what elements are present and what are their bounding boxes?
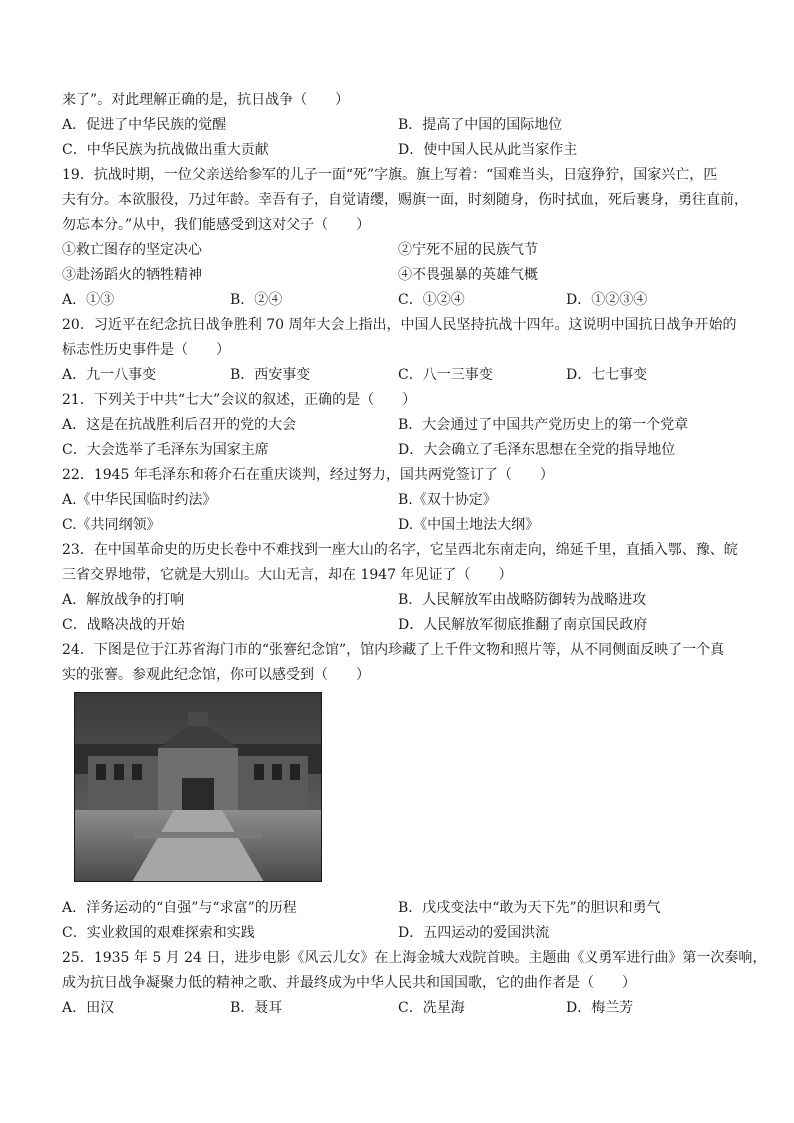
q24-option-a: A．洋务运动的“自强”与“求富”的历程	[62, 900, 297, 916]
q19-option-b: B．②④	[230, 292, 283, 308]
q18-option-c: C．中华民族为抗战做出重大贡献	[62, 142, 269, 158]
q19-option-c: C．①②④	[398, 292, 465, 308]
q20-option-a: A．九一八事变	[62, 367, 157, 383]
q19-option-a: A．①③	[62, 292, 115, 308]
question-25-line-2: 成为抗日战争凝聚力低的精神之歌、并最终成为中华人民共和国国歌，它的曲作者是（ ）	[62, 975, 636, 991]
q19-item-1: ①救亡图存的坚定决心	[62, 242, 202, 258]
q18-option-b: B．提高了中国的国际地位	[398, 117, 563, 133]
question-19-line-2: 夫有分。本欲服役，乃过年龄。幸吾有子，自觉请缨，赐旗一面，时刻随身，伤时拭血，死后裹身，勇往直前，	[62, 192, 748, 208]
q25-option-d: D．梅兰芳	[566, 1000, 634, 1016]
question-19-line-3: 勿忘本分。”从中，我们能感受到这对父子（ ）	[62, 217, 371, 233]
q21-option-d: D．大会确立了毛泽东思想在全党的指导地位	[398, 442, 676, 458]
q24-option-d: D．五四运动的爱国洪流	[398, 925, 550, 941]
question-25-line-1: 25．1935 年 5 月 24 日，进步电影《风云儿女》在上海金城大戏院首映。主题曲《义勇军进行曲》第一次奏响，	[62, 950, 767, 966]
q20-option-c: C．八一三事变	[398, 367, 493, 383]
q19-item-2: ②宁死不屈的民族气节	[398, 242, 538, 258]
q23-option-a: A．解放战争的打响	[62, 592, 185, 608]
q18-option-d: D．使中国人民从此当家作主	[398, 142, 578, 158]
q23-option-b: B．人民解放军由战略防御转为战略进攻	[398, 592, 647, 608]
q22-option-a: A.《中华民国临时约法》	[62, 492, 217, 508]
q23-option-c: C．战略决战的开始	[62, 617, 185, 633]
q21-option-b: B．大会通过了中国共产党历史上的第一个党章	[398, 417, 689, 433]
q25-option-c: C．冼星海	[398, 1000, 465, 1016]
question-19-line-1: 19．抗战时期，一位父亲送给参军的儿子一面“死”字旗。旗上写着：“国难当头，日寇狰狞，国家兴亡，匹	[62, 167, 718, 183]
q19-item-3: ③赴汤蹈火的牺牲精神	[62, 267, 202, 283]
q23-option-d: D．人民解放军彻底推翻了南京国民政府	[398, 617, 648, 633]
q22-option-b: B.《双十协定》	[398, 492, 497, 508]
q20-option-b: B．西安事变	[230, 367, 311, 383]
q25-option-b: B．聂耳	[230, 1000, 283, 1016]
q21-option-c: C．大会选举了毛泽东为国家主席	[62, 442, 269, 458]
q25-option-a: A．田汉	[62, 1000, 115, 1016]
question-23-line-2: 三省交界地带，它就是大别山。大山无言，却在 1947 年见证了（ ）	[62, 567, 513, 583]
q22-option-d: D.《中国土地法大纲》	[398, 517, 540, 533]
question-20-line-1: 20．习近平在纪念抗日战争胜利 70 周年大会上指出，中国人民坚持抗战十四年。这说明中国抗日战争开始的	[62, 317, 737, 333]
question-24-line-1: 24．下图是位于江苏省海门市的“张謇纪念馆”，馆内珍藏了上千件文物和照片等，从不同侧面反映了一个真	[62, 642, 725, 658]
q18-option-a: A．促进了中华民族的觉醒	[62, 117, 227, 133]
question-24-line-2: 实的张謇。参观此纪念馆，你可以感受到（ ）	[62, 667, 370, 683]
memorial-hall-photo	[74, 692, 322, 882]
q21-option-a: A．这是在抗战胜利后召开的党的大会	[62, 417, 297, 433]
q19-item-4: ④不畏强暴的英雄气概	[398, 267, 538, 283]
q20-option-d: D．七七事变	[566, 367, 648, 383]
question-21-stem: 21．下列关于中共“七大”会议的叙述，正确的是（ ）	[62, 392, 417, 408]
question-22-stem: 22．1945 年毛泽东和蒋介石在重庆谈判，经过努力，国共两党签订了（ ）	[62, 467, 554, 483]
question-20-line-2: 标志性历史事件是（ ）	[62, 342, 230, 358]
q24-option-c: C．实业救国的艰难探索和实践	[62, 925, 255, 941]
q22-option-c: C.《共同纲领》	[62, 517, 161, 533]
question-23-line-1: 23．在中国革命史的历史长卷中不难找到一座大山的名字，它呈西北东南走向，绵延千里，直插入鄂、豫、皖	[62, 542, 738, 558]
q19-option-d: D．①②③④	[566, 292, 648, 308]
q24-option-b: B．戊戌变法中“敢为天下先”的胆识和勇气	[398, 900, 661, 916]
question-18-stem: 来了”。对此理解正确的是，抗日战争（ ）	[62, 92, 350, 108]
memorial-hall-illustration	[74, 692, 322, 882]
